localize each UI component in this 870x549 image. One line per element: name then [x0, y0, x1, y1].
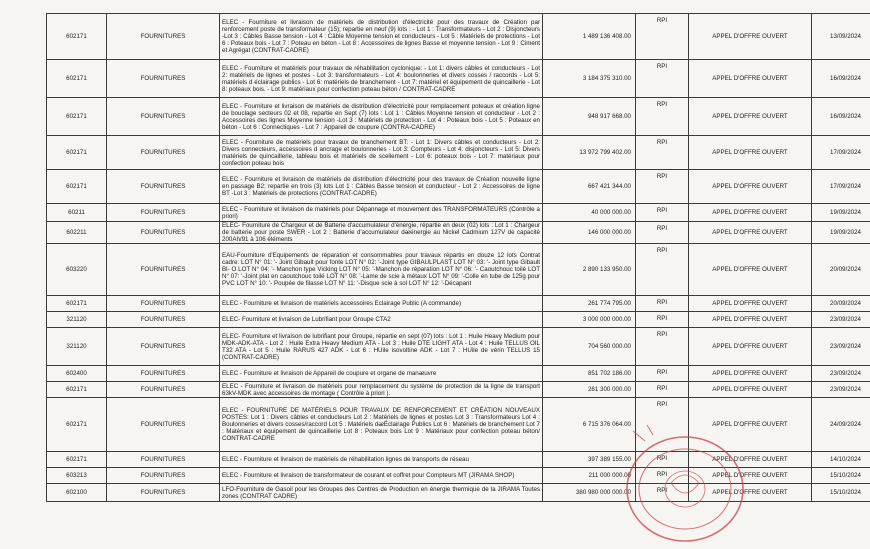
row-procedure: APPEL D'OFFRE OUVERT: [689, 484, 812, 502]
row-procedure: APPEL D'OFFRE OUVERT: [689, 136, 812, 170]
row-amount: 3 184 375 310.00: [543, 60, 636, 98]
row-amount: 380 980 000 000.00: [543, 484, 636, 502]
row-date: 20/09/2024: [812, 296, 870, 312]
table-row: [47, 204, 870, 222]
row-description: ELEC- Fourniture et livraison de Lubrifiant pour Groupe CTA2: [220, 312, 543, 328]
row-code: 602171: [47, 14, 107, 60]
row-category: FOURNITURES: [107, 244, 220, 296]
procurement-table-body: [47, 14, 870, 502]
row-description: EAU-Fourniture d'Equipements de réparation et consommables pour travaux répartis en douze 12 lots Contrat cadre: LOT N° 01: '- Joint Gibault pour fonte LOT N° 02: '-Joint type GIBAULPLAST LOT N° 03: '- Joint type Gibault Bl- O LOT N° 04: '- Manchon type Vicking LOT N° 05: '-Manchon de réparation LOT N° 06: '- Caoutchouc toilé LOT N° 07: '-Joint plat en caoutchouc toilé LOT N° 08: '-Lame de scie à métaux LOT N° 09: '-Colle en tube de 125g pour PVC LOT N° 10: '- Poupée de filasse LOT N° 11: '-Disque scie à sol LOT N° 12: '-Décapant: [220, 244, 543, 296]
row-amount: 851 702 186.00: [543, 366, 636, 382]
row-date: 16/09/2024: [812, 98, 870, 136]
row-amount: 261 300 000.00: [543, 382, 636, 398]
row-category: FOURNITURES: [107, 170, 220, 204]
row-description: ELEC - Fourniture et livraison de matériels accessoires Eclairage Public (A commande): [220, 296, 543, 312]
row-category: FOURNITURES: [107, 366, 220, 382]
table-row: [47, 222, 870, 244]
row-amount: 3 000 000 000.00: [543, 312, 636, 328]
row-amount: 6 715 376 064.00: [543, 398, 636, 452]
row-date: 17/09/2024: [812, 136, 870, 170]
row-description: ELEC- Fourniture et livraison de lubrifiant pour Groupe, répartie en sept (07) lots : Lot 1 : Huile Heavy Medium pour MDK-ADK-ATA - Lot 2 : Huile Extra Heavy Medium ATA - Lot 3 : Huile DTE LIGHT ATA - Lot 4 : Huile TELLUS OIL T32 ATA - Lot 5 : Huile RARUS 427 ADK - Lot 6 : HUile isovoltine ADK - Lot 7 : HUile de vérin TELLUS 15 (CONTRAT-CADRE): [220, 328, 543, 366]
row-mode: RPI: [636, 244, 689, 296]
row-category: FOURNITURES: [107, 136, 220, 170]
table-row: [47, 398, 870, 452]
row-amount: 1 489 136 408.00: [543, 14, 636, 60]
row-date: 23/09/2024: [812, 382, 870, 398]
table-row: [47, 382, 870, 398]
row-amount: 2 890 133 950.00: [543, 244, 636, 296]
row-code: 602171: [47, 98, 107, 136]
table-row: [47, 136, 870, 170]
row-code: 602171: [47, 296, 107, 312]
row-procedure: APPEL D'OFFRE OUVERT: [689, 14, 812, 60]
row-amount: 948 917 668.00: [543, 98, 636, 136]
row-description: LFO-Fourniture de Gasoil pour les Groupes des Centres de Production en énergie thermique de la JIRAMA Toutes zones (CONTRAT CADRE): [220, 484, 543, 502]
row-description: ELEC - Fourniture de matériels pour travaux de branchement BT: - Lot 1: Divers câbles et conducteurs - Lot 2: Divers connecteurs, accessoires d ancrage et boulonneries - Lot 3: Compteurs - Lot 4: disjoncteurs - Lot 5: Divers matériels de quincaillerie, tableau bois et matériels de scellement - Lot 6: poteaux bois - Lot 7: matériaux pour confection poteau bois: [220, 136, 543, 170]
row-procedure: APPEL D'OFFRE OUVERT: [689, 468, 812, 484]
row-date: 20/09/2024: [812, 244, 870, 296]
row-category: FOURNITURES: [107, 452, 220, 468]
row-mode: RPI: [636, 382, 689, 398]
row-code: 602171: [47, 398, 107, 452]
row-category: FOURNITURES: [107, 296, 220, 312]
row-procedure: APPEL D'OFFRE OUVERT: [689, 222, 812, 244]
row-description: ELEC - Fourniture et livraison de matériels de distribution d'électricité pour remplacement poteaux et création ligne de bouclage secteurs 02 et 08, repartie en Sept (7) lots : Lot 1 : Câbles Moyenne tension et conducteur - Lot 2 : Accessoires des lignes Moyenne tension -Lot 3 : Matériels de protection - Lot 4 : Poteaux bois - Lot 5 : Poteaux en béton - Lot 6 : Connectiques - Lot 7 : Appareil de coupure (CONTRA-CADRE): [220, 98, 543, 136]
row-mode: RPI: [636, 204, 689, 222]
row-description: ELEC - Fourniture et livraison de matériels de distribution d'électricité pour des travaux de Création nouvelle ligne en passage B2; repartie en trois (3) lots Lot 1 : Câbles Basse tension et conducteur - Lot 2 : Accessoires de ligne BT -Lot 3 : Matériels de protections (CONTRAT-CADRE): [220, 170, 543, 204]
row-code: 321120: [47, 328, 107, 366]
table-row: [47, 366, 870, 382]
row-date: 15/10/2024: [812, 484, 870, 502]
row-mode: RPI: [636, 312, 689, 328]
table-row: [47, 170, 870, 204]
row-date: 17/09/2024: [812, 170, 870, 204]
row-date: 23/09/2024: [812, 312, 870, 328]
row-code: 60211: [47, 204, 107, 222]
row-date: 16/09/2024: [812, 60, 870, 98]
row-code: 602211: [47, 222, 107, 244]
table-row: [47, 484, 870, 502]
row-amount: 261 774 795.00: [543, 296, 636, 312]
row-procedure: APPEL D'OFFRE OUVERT: [689, 398, 812, 452]
row-mode: RPI: [636, 366, 689, 382]
row-procedure: APPEL D'OFFRE OUVERT: [689, 382, 812, 398]
row-mode: RPI: [636, 98, 689, 136]
row-amount: 13 972 799 402.00: [543, 136, 636, 170]
row-procedure: APPEL D'OFFRE OUVERT: [689, 204, 812, 222]
row-code: 603213: [47, 468, 107, 484]
row-category: FOURNITURES: [107, 382, 220, 398]
row-date: 15/10/2024: [812, 468, 870, 484]
row-code: 321120: [47, 312, 107, 328]
row-date: 23/09/2024: [812, 328, 870, 366]
row-description: ELEC - Fourniture et livraison de Appareil de coupure et organe de manᴂuvre: [220, 366, 543, 382]
row-category: FOURNITURES: [107, 312, 220, 328]
row-procedure: APPEL D'OFFRE OUVERT: [689, 170, 812, 204]
row-category: FOURNITURES: [107, 328, 220, 366]
row-date: 23/09/2024: [812, 366, 870, 382]
row-amount: 146 000 000.00: [543, 222, 636, 244]
row-code: 602400: [47, 366, 107, 382]
row-description: ELEC - Fourniture et livraison de matériels pour remplacement du système de protection de la ligne de transport 63kV-MDK avec accessoires de montage ( Contrôle à priori ).: [220, 382, 543, 398]
row-amount: 704 560 000.00: [543, 328, 636, 366]
row-procedure: APPEL D'OFFRE OUVERT: [689, 98, 812, 136]
row-code: 602171: [47, 452, 107, 468]
row-description: ELEC - Fourniture et matériels pour travaux de réhabilitation cyclonique: - Lot 1: divers câbles et conducteurs - Lot 2: matériels de lignes et postes - Lot 3: transformateurs - Lot 4: boulonneries et divers cosses / raccords - Lot 5: matériels d éclairage publics - Lot 6: matériels de branchement - Lot 7: matériel et équipement de quincaillerie - Lot 8: poteaux bois. - Lot 9: matériaux pour confection poteau béton / CONTRAT-CADRE: [220, 60, 543, 98]
row-mode: RPI: [636, 468, 689, 484]
row-amount: 40 000 000.00: [543, 204, 636, 222]
row-amount: 667 421 344.00: [543, 170, 636, 204]
row-mode: RPI: [636, 170, 689, 204]
row-mode: RPI: [636, 398, 689, 452]
row-procedure: APPEL D'OFFRE OUVERT: [689, 296, 812, 312]
table-row: [47, 468, 870, 484]
row-category: FOURNITURES: [107, 484, 220, 502]
row-mode: RPI: [636, 222, 689, 244]
row-procedure: APPEL D'OFFRE OUVERT: [689, 328, 812, 366]
row-amount: 397 389 155.00: [543, 452, 636, 468]
row-code: 602171: [47, 60, 107, 98]
row-description: ELEC- Fourniture de Chargeur et de Batterie d'accumulateur d'énergie, répartie en deux (02) lots : Lot 1 : Chargeur de batterie pour poste SWER - Lot 2 : Batterie d'accumulateur dᴂénergie au Nickel Cadmium 127V de capacité 200Ah/91 à 106 éléments: [220, 222, 543, 244]
procurement-table: [46, 13, 870, 502]
row-mode: RPI: [636, 136, 689, 170]
row-date: 19/09/2024: [812, 204, 870, 222]
table-row: [47, 328, 870, 366]
row-description: ELEC - Fourniture et livraison de matériels de distribution d'électricité pour des travaux de Création par renforcement poste de transformateur (15); repartie en neuf (9) lots : - Lot 1 : Transformateurs - Lot 2 : Disjoncteurs -Lot 3 : Câbles Basse tension - Lot 4 : Câble Moyenne tension et conducteurs - Lot 5 : Matériels de protections - Lot 6 : Poteaux bois - Lot 7 : Poteau en béton - Lot 8 : Accessoires de lignes Basse et moyenne tension - Lot 9 : Ciment et Agrégat (CONTRAT-CADRE): [220, 14, 543, 60]
row-date: 13/09/2024: [812, 14, 870, 60]
row-mode: RPI: [636, 328, 689, 366]
row-mode: RPI: [636, 296, 689, 312]
row-procedure: APPEL D'OFFRE OUVERT: [689, 244, 812, 296]
row-code: 602100: [47, 484, 107, 502]
row-amount: 211 000 000.00: [543, 468, 636, 484]
row-procedure: APPEL D'OFFRE OUVERT: [689, 312, 812, 328]
row-mode: RPI: [636, 60, 689, 98]
row-date: 14/10/2024: [812, 452, 870, 468]
row-mode: RPI: [636, 14, 689, 60]
row-date: 19/09/2024: [812, 222, 870, 244]
row-code: 602171: [47, 382, 107, 398]
row-code: 603220: [47, 244, 107, 296]
row-category: FOURNITURES: [107, 98, 220, 136]
table-row: [47, 296, 870, 312]
row-procedure: APPEL D'OFFRE OUVERT: [689, 452, 812, 468]
row-category: FOURNITURES: [107, 60, 220, 98]
table-row: [47, 60, 870, 98]
row-description: ELEC - Fourniture et livraison de matériels pour Dépannage et mouvement des TRANSFORMATEURS (Contrôle a priori): [220, 204, 543, 222]
row-procedure: APPEL D'OFFRE OUVERT: [689, 60, 812, 98]
row-description: ELEC - FOURNITURE DE MATÉRIELS POUR TRAVAUX DE RENFORCEMENT ET CRÉATION NOUVEAUX POSTES: Lot 1 : Divers câbles et conducteurs Lot 2 : Matériels de lignes et postes Lot 3 : Transformateurs Lot 4 : Boulonneries et divers cosses/raccord Lot 5 : Matériels dᴂÉclairage Publics Lot 6 : Matériels de branchement Lot 7 : Matériaux et équipement de quincaillerie Lot 8 : Poteaux bois Lot 9 : Matériaux pour confection poteau béton/ CONTRAT-CADRE: [220, 398, 543, 452]
table-row: [47, 98, 870, 136]
row-category: FOURNITURES: [107, 204, 220, 222]
row-code: 602171: [47, 170, 107, 204]
row-category: FOURNITURES: [107, 222, 220, 244]
row-code: 602171: [47, 136, 107, 170]
row-date: 24/09/2024: [812, 398, 870, 452]
row-category: FOURNITURES: [107, 468, 220, 484]
row-description: ELEC - Fourniture et livraison de matériels de réhabilitation lignes de transports de réseau: [220, 452, 543, 468]
table-row: [47, 312, 870, 328]
table-row: [47, 244, 870, 296]
table-row: [47, 14, 870, 60]
row-category: FOURNITURES: [107, 398, 220, 452]
row-description: ELEC - Fourniture et livraison de transformateur de courant et coffret pour Compteurs MT (JIRAMA SHOP): [220, 468, 543, 484]
row-procedure: APPEL D'OFFRE OUVERT: [689, 366, 812, 382]
row-category: FOURNITURES: [107, 14, 220, 60]
row-mode: RPI: [636, 452, 689, 468]
table-row: [47, 452, 870, 468]
row-mode: RPI: [636, 484, 689, 502]
